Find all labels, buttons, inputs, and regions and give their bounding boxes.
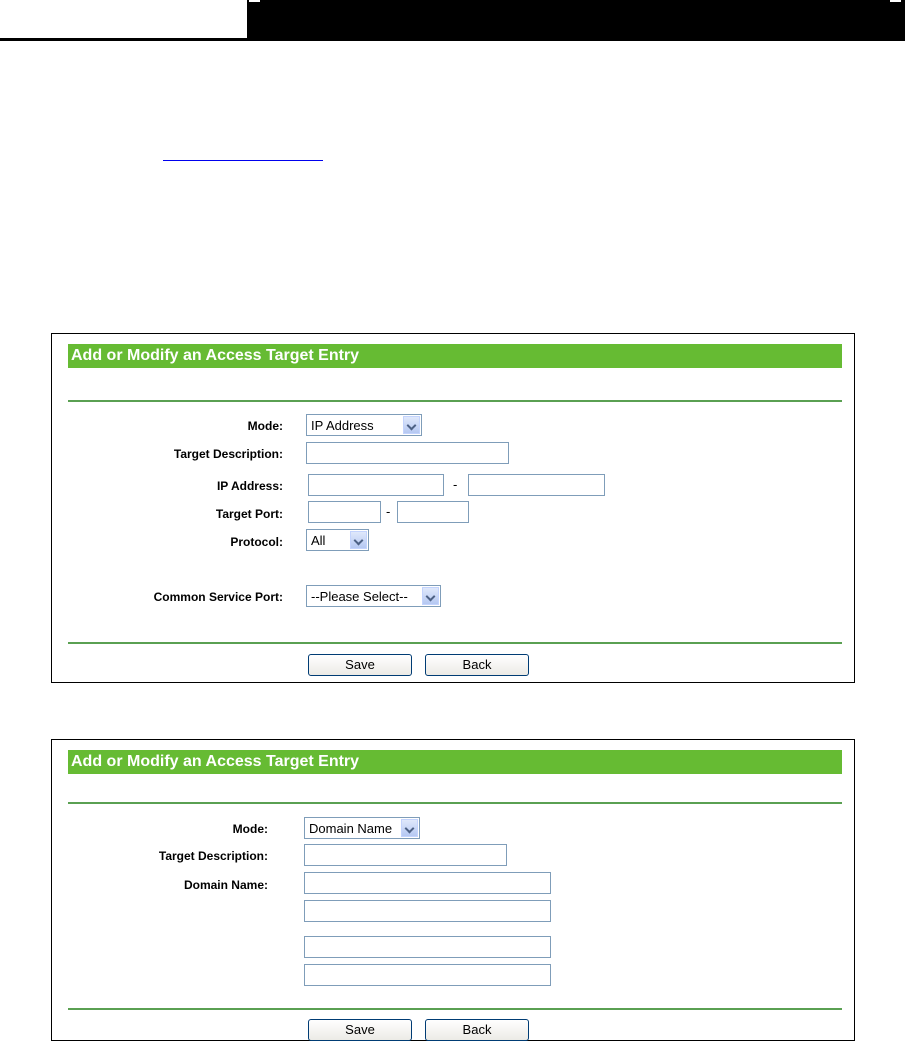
mode-select[interactable]: [304, 817, 420, 839]
chevron-down-icon: [401, 819, 418, 837]
target-description-label: Target Description:: [158, 849, 268, 863]
ip-address-start-input[interactable]: [308, 474, 444, 496]
ip-range-separator: -: [453, 477, 458, 492]
top-divider: [68, 802, 842, 804]
domain-name-input-1[interactable]: [304, 872, 551, 894]
common-service-port-label: Common Service Port:: [153, 590, 283, 604]
port-range-separator: -: [386, 504, 391, 519]
domain-name-input-2[interactable]: [304, 900, 551, 922]
save-button[interactable]: Save: [308, 1019, 412, 1041]
protocol-label: Protocol:: [230, 535, 283, 549]
domain-name-label: Domain Name:: [183, 878, 268, 892]
mode-label: Mode:: [232, 822, 268, 836]
header-rule: [0, 38, 905, 41]
target-description-input[interactable]: [304, 844, 507, 866]
target-port-label: Target Port:: [215, 507, 283, 521]
bottom-divider: [68, 1008, 842, 1010]
target-port-start-input[interactable]: [308, 501, 381, 523]
document-link[interactable]: [163, 142, 323, 161]
common-service-port-value: --Please Select--: [311, 589, 408, 604]
chevron-down-icon: [350, 531, 367, 549]
mode-select[interactable]: [306, 414, 422, 436]
back-button[interactable]: Back: [425, 1019, 529, 1041]
bottom-divider: [68, 642, 842, 644]
mode-label: Mode:: [247, 419, 283, 433]
chevron-down-icon: [403, 416, 420, 434]
ip-address-end-input[interactable]: [468, 474, 605, 496]
access-target-panel-domain: [51, 739, 855, 1041]
mode-select-value: IP Address: [311, 418, 374, 433]
save-button[interactable]: Save: [308, 654, 412, 676]
chevron-down-icon: [422, 587, 439, 605]
target-description-input[interactable]: [306, 442, 509, 464]
access-target-panel-ip: [51, 333, 855, 683]
panel-title: Add or Modify an Access Target Entry: [68, 344, 842, 368]
back-button[interactable]: Back: [425, 654, 529, 676]
protocol-select-value: All: [311, 533, 326, 548]
target-port-end-input[interactable]: [397, 501, 469, 523]
target-description-label: Target Description:: [173, 447, 283, 461]
header-tick-right: [890, 0, 901, 2]
panel-title: Add or Modify an Access Target Entry: [68, 750, 842, 774]
domain-name-input-3[interactable]: [304, 936, 551, 958]
ip-address-label: IP Address:: [216, 479, 283, 493]
protocol-select[interactable]: [306, 529, 369, 551]
domain-name-input-4[interactable]: [304, 964, 551, 986]
top-divider: [68, 400, 842, 402]
header-black-bar: [247, 0, 905, 40]
common-service-port-select[interactable]: [306, 585, 441, 607]
header-tick-left: [249, 0, 260, 2]
header-left-area: [0, 0, 247, 40]
mode-select-value: Domain Name: [309, 821, 393, 836]
